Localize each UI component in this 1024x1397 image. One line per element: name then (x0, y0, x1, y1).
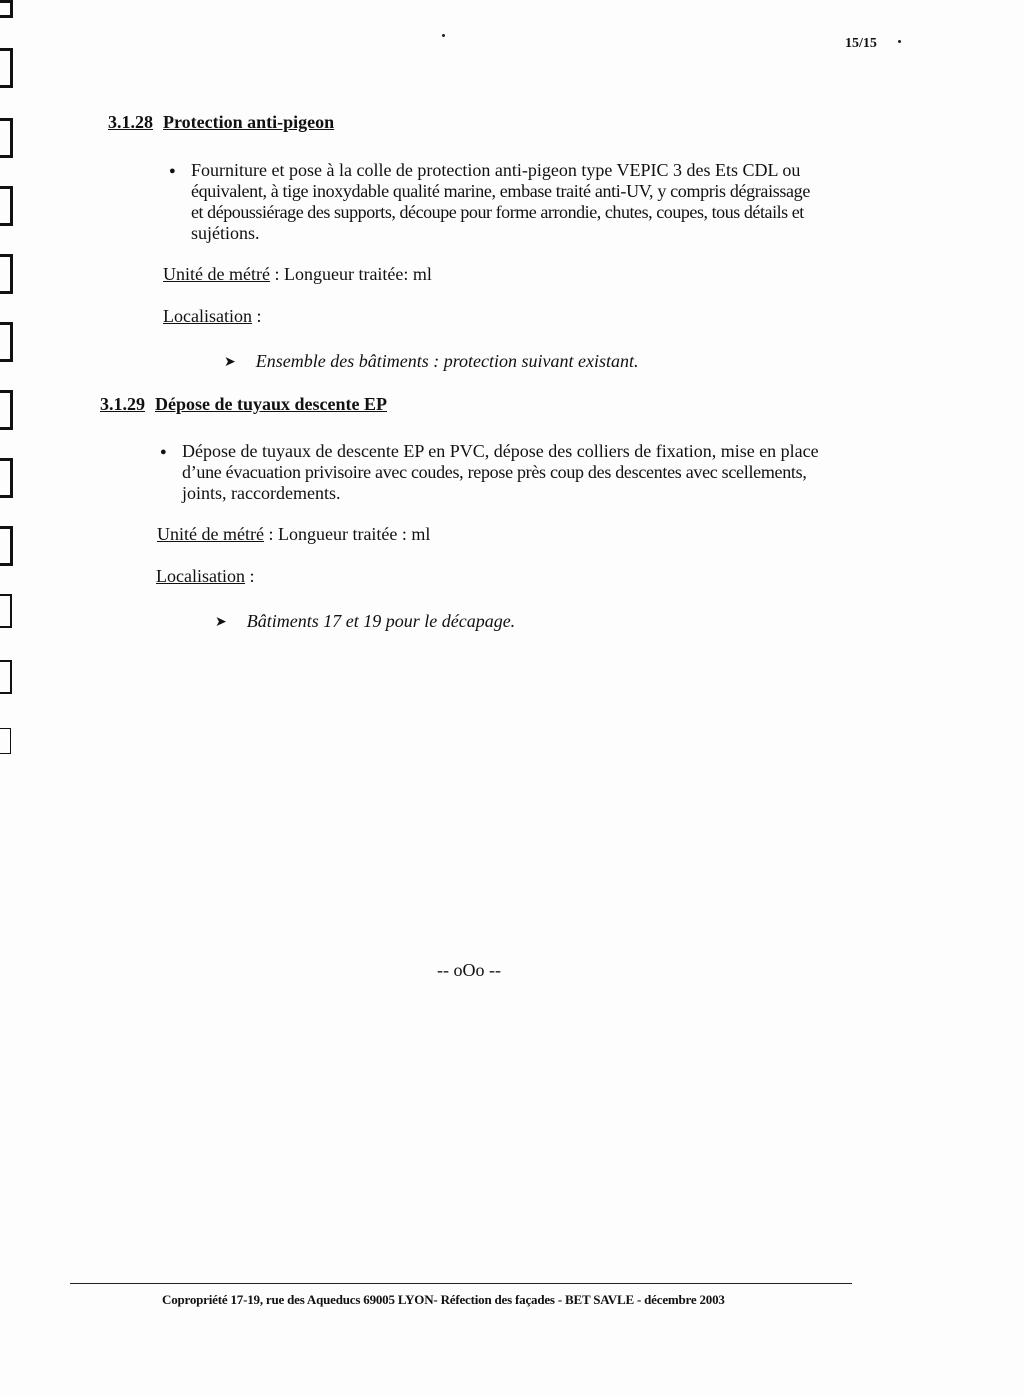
paragraph-line: Dépose de tuyaux de descente EP en PVC, dépose des colliers de fixation, mise en place (182, 441, 819, 461)
unit-label: Unité de métré (163, 264, 270, 284)
bullet-icon: ● (160, 446, 167, 458)
footer-divider (70, 1283, 852, 1284)
arrow-icon: ➤ (215, 615, 227, 630)
binder-mark (0, 0, 13, 18)
localisation-label: Localisation (163, 306, 252, 326)
binder-mark (0, 118, 13, 158)
binder-mark (0, 458, 13, 498)
unit-line (157, 524, 430, 545)
paragraph-line: équivalent, à tige inoxydable qualité marine, embase traité anti-UV, y compris dégraissage (191, 181, 810, 201)
unit-value: : Longueur traitée : ml (263, 524, 431, 544)
unit-value: : Longueur traitée: ml (269, 264, 432, 284)
localisation-text: Ensemble des bâtiments : protection suivant existant. (255, 351, 639, 371)
section-heading (100, 394, 387, 415)
section-heading (108, 112, 334, 133)
bullet-paragraph (160, 441, 892, 504)
localisation-suffix: : (244, 566, 255, 586)
section-title: Dépose de tuyaux descente EP (155, 394, 387, 414)
section-number: 3.1.29 (100, 394, 145, 414)
section-title: Protection anti-pigeon (163, 112, 335, 132)
localisation-label: Localisation (156, 566, 245, 586)
bullet-paragraph (169, 160, 891, 244)
section-number: 3.1.28 (108, 112, 153, 132)
localisation-line (163, 306, 262, 327)
localisation-item (215, 611, 515, 632)
unit-label: Unité de métré (157, 524, 264, 544)
paragraph-line: Fourniture et pose à la colle de protection anti-pigeon type VEPIC 3 des Ets CDL ou (191, 160, 801, 180)
localisation-suffix: : (251, 306, 262, 326)
binder-mark (0, 660, 12, 694)
binder-mark (0, 728, 11, 754)
paragraph-line: d’une évacuation privisoire avec coudes, repose près coup des descentes avec scellements, (182, 462, 807, 482)
bullet-icon: ● (169, 165, 176, 177)
binder-mark (0, 594, 12, 628)
localisation-item (224, 351, 639, 372)
binder-mark (0, 254, 13, 294)
footer-text: Copropriété 17-19, rue des Aqueducs 69005 LYON- Réfection des façades - BET SAVLE - décembre 2003 (162, 1292, 725, 1307)
localisation-text: Bâtiments 17 et 19 pour le décapage. (246, 611, 516, 631)
paragraph-line: joints, raccordements. (182, 483, 341, 503)
scan-speck (442, 34, 445, 37)
paragraph-line: sujétions. (191, 223, 260, 243)
localisation-line (156, 566, 255, 587)
binder-mark (0, 526, 13, 566)
binder-mark (0, 186, 13, 226)
unit-line (163, 264, 432, 285)
arrow-icon: ➤ (224, 355, 236, 370)
end-mark: -- oOo -- (437, 960, 501, 980)
paragraph-line: et dépoussiérage des supports, découpe pour forme arrondie, chutes, coupes, tous détails et (191, 202, 804, 222)
page-number: 15/15 (845, 36, 877, 51)
scan-speck (898, 40, 901, 43)
binder-mark (0, 48, 13, 88)
binder-mark (0, 322, 13, 362)
binder-mark (0, 390, 13, 430)
